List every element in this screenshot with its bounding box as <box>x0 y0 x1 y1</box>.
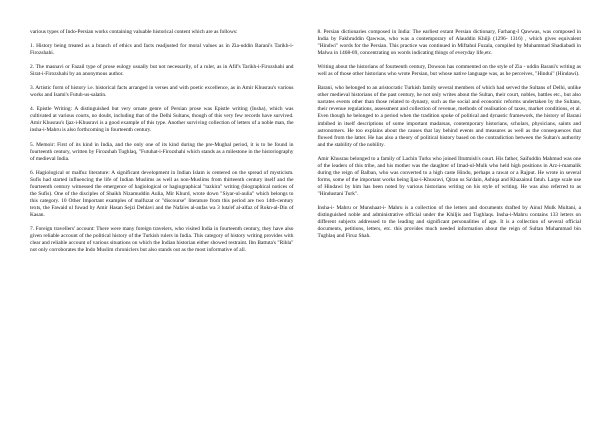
right-column <box>318 29 582 424</box>
paragraph: 1. History being treated as a branch of ethics and facts readjusted for moral values as in Zia-uddin Barani's Tarikh-i-Firozshahi. <box>30 43 294 57</box>
paragraph: 8. Persian dictionaries composed in India: The earliest extant Persian dictionary, Farhang-I Qawwas, was composed in India by Fakhruddin Qawwas, who was a contemporary of Alauddin Khilji (1296- 1316) , which gives equivalent "Hindwi" words for the Persian. This practice was continued in Miftahul Fuzala, compiled by Muhammad Shadiabadi in Malwa in 1468-69, concentrating on words indicating things of everyday life,etc. <box>317 29 581 57</box>
paragraph: various types of Indo-Persian works containing valuable historical content which are as follows: <box>30 29 238 35</box>
paragraph: 4. Epistle Writing: A distinguished but very ornate genre of Persian prose was Epistle writing (Insha), which was cultivated at various courts, no doubt, including that of the Delhi Sultans, though of this very few records have survived. Amir Khusrau's Ijaz-i-Khusravi is a good example of this type. Another surviving collection of letters of a noble man, the insha-i-Mahru is also forthcoming in fourteenth century. <box>30 106 294 134</box>
paragraph: Insha-i- Mahru or Munshaat-i- Mahru is a collection of the letters and documents drafted by Ainul Mulk Multani, a distinguished noble and administrative official under the Khiljis and Tughlaqs. Insha-i-Mahru contains 133 letters on different subjects addressed to the leading and significant personalities of age. It is a collection of several official documents, petitions, letters, etc. this provides much needed information about the reign of Sultan Muhammad bin Tughlaq and Firuz Shah. <box>317 204 581 240</box>
paragraph: 7. Foreign travellers' account: There were many foreign travelers, who visited India in fourteenth century, they have also given reliable account of the political history of the Turkish rulers in India. This category of history writing provides with clear and reliable account of various situations on which the Indian historian either showed restraint. Ibn Battuta's "Rihla" not only corroborates the Indo Muslim chroniclers but also stands out as the most informative of all. <box>30 225 294 254</box>
paragraph: 6. Hagiological or malfuz literature: A significant development in Indian Islam is centered on the spread of mysticism. Sufis had started influencing the life of Indian Muslims as well as non-Muslims from thirteenth century itself and the fourteenth century witnessed the emergence of hagiological or hagiographical "tazkira" writing (biographical notices of the Sufis). One of the disciples of Shaikh Nizamuddin Aulia, Mir Khurd, wrote down "Siyar-ul-aulia" which belongs to this category. 10 Other Important examples of malfuzat or "discourse" literature from this period are two 14th-century texts, the Fawaid ul fuwad by Amir Hasan Sejzi Dehlavi and the Nafa'es al-anfas wa 3 luta'ef al-alfaz of Rokn-al-Din of Kasan. <box>30 169 294 218</box>
paragraph: Amir Khusrau belonged to a family of Lachin Turks who joined Iltutmish's court. His father, Saifuddin Mahmud was one of the leaders of this tribe, and his mother was the daughter of Imad-ul-Mulk who held high positions in Arz-i-mamalik during the reign of Balban, who was converted to a high caste Hindu, perhaps a rawat or a Rajput. He wrote in several forms, some of the important works being Ijaz-i-Khusravi, Qiran us Sa'dain, Ashiqa and Khazainul fatuh. Large scale use of Hindawi by him has been noted by various historians writing on his style of writing. He was also referred to as "Hindustani Turk". <box>317 155 581 197</box>
paragraph: Writing about the historians of fourteenth century, Dowson has commented on the style of Zia - uddin Barani's writing as well as of those other historians who wrote Persian, but whose native language was, as he perceives, "Hindui" (Hindawi). <box>317 64 581 78</box>
paragraph: 3. Artistic form of history i.e. historical facts arranged in verses and with poetic excellence, as in Amir Khusrau's various works and Isami's Futuh-us-salatin. <box>30 85 294 99</box>
paragraph: Barani, who belonged to an aristocratic Turkish family several members of which had served the Sultans of Delhi, unlike other medieval historians of the past century, he not only writes about the Sultan, their court, nobles, battles etc., but also narrates events other than those related to dynasty, such as the social and economic reforms undertaken by the Sultans, their revenue regulations, assessment and collection of revenue, methods of realisation of taxes, market conditions, et al. Even though he belonged to a period when the tradition spoke of political and dynastic framework, the history of Barani imbibed in itself descriptions of some important madarsas, contemporary historians, scholars, physicians, saints and astronomers. He too explains about the causes that lay behind events and measures as well as the consequences that flowed from the latter. He has also a theory of political history based on the contradiction between the Sultan's authority and the stability of the nobility. <box>317 85 581 148</box>
left-column <box>30 29 296 424</box>
paragraph: 2. The masnavi or Fazail type of prose eulogy usually but not necessarily, of a ruler, as in Afif's Tarikh-i-Firozshahi and Sirat-i-Firozshahi by an anonymous author. <box>30 64 294 78</box>
paragraph: 5. Memoir: First of its kind in India, and the only one of its kind during the pre-Mughal period, it is to be found in fourteenth century, written by Firozshah Tughlaq, "Futuhat-i-Firozshahi which stands as a milestone in the historiography of medieval India. <box>30 141 294 162</box>
